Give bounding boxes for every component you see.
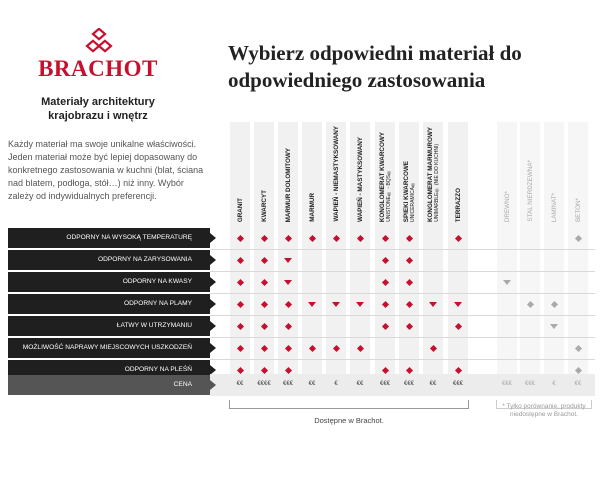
column-header-wrap bbox=[285, 148, 292, 222]
page-title-line2: odpowiedniego zastosowania bbox=[228, 68, 486, 92]
logo-icon bbox=[84, 28, 114, 54]
available-label: Dostępne w Brachot. bbox=[314, 416, 384, 425]
rating-triangle bbox=[284, 280, 292, 285]
column-header-wrap bbox=[455, 188, 462, 222]
price-value: €€ bbox=[429, 381, 437, 387]
column-header-label: KONGLOMERAT MARMUROWY bbox=[426, 126, 434, 222]
row-divider bbox=[210, 359, 595, 360]
rating-triangle bbox=[454, 302, 462, 307]
price-value: € bbox=[334, 381, 338, 387]
row-divider bbox=[210, 293, 595, 294]
row-divider bbox=[210, 337, 595, 338]
column-header-label: GRANIT bbox=[236, 197, 244, 222]
column-header-label: LAMINAT* bbox=[550, 192, 558, 222]
price-value: €€€ bbox=[282, 381, 293, 387]
column-header-wrap bbox=[504, 191, 511, 222]
column-header-wrap bbox=[427, 127, 440, 222]
rating-triangle bbox=[308, 302, 316, 307]
rating-triangle bbox=[356, 302, 364, 307]
row-label: ODPORNY NA WYSOKĄ TEMPERATURĘ bbox=[8, 228, 210, 248]
row-divider bbox=[210, 271, 595, 272]
column-header-label: SPIEKI KWARCOWE bbox=[402, 160, 410, 222]
column-header-wrap bbox=[379, 132, 392, 222]
column-header bbox=[518, 104, 542, 222]
column-header bbox=[228, 104, 252, 222]
column-header-label: MARMUR DOLOMITOWY bbox=[284, 147, 292, 222]
price-value: €€ bbox=[308, 381, 316, 387]
price-value: €€ bbox=[574, 381, 582, 387]
column-header-sublabel: UNIMARBLE® (NIE DO KUCHNI) bbox=[433, 144, 440, 222]
price-value: €€ bbox=[236, 381, 244, 387]
column-header bbox=[300, 104, 324, 222]
column-header bbox=[348, 104, 372, 222]
column-header bbox=[542, 104, 566, 222]
column-header-wrap bbox=[333, 126, 340, 222]
price-row-label: CENA bbox=[8, 375, 210, 395]
row-divider bbox=[210, 249, 595, 250]
column-header-label: KONGLOMERAT KWARCOWY bbox=[378, 131, 386, 222]
column-header-wrap bbox=[309, 193, 316, 222]
price-value: €€€ bbox=[524, 381, 535, 387]
brand-subtitle bbox=[28, 95, 168, 123]
price-value: € bbox=[552, 381, 556, 387]
column-header-wrap bbox=[237, 198, 244, 222]
rating-triangle bbox=[503, 280, 511, 285]
column-header bbox=[446, 104, 470, 222]
column-header-label: BETON* bbox=[574, 197, 582, 222]
price-value: €€€ bbox=[501, 381, 512, 387]
column-header bbox=[495, 104, 519, 222]
rating-triangle bbox=[284, 258, 292, 263]
brand-subtitle-line1: Materiały architektury bbox=[41, 96, 155, 108]
column-header bbox=[252, 104, 276, 222]
page-title bbox=[228, 40, 598, 94]
row-label: ODPORNY NA KWASY bbox=[8, 272, 210, 292]
intro-text: Każdy materiał ma swoje unikalne właściwości. Jeden materiał może być lepiej dopasowany do konkretnego zastosowania w kuchni (blat, ściana nad blatem, podłoga, stół…) niż inny. Wybór zależy od indywidualnych preferencji. bbox=[8, 139, 204, 201]
column-header-wrap bbox=[551, 193, 558, 222]
column-header-wrap bbox=[261, 190, 268, 222]
column-header-sublabel: UNICERAMICA® bbox=[409, 180, 416, 222]
price-value: €€ bbox=[356, 381, 364, 387]
column-header-sublabel: UNISTONE® - BQS® bbox=[385, 169, 392, 222]
row-label: ODPORNY NA ZARYSOWANIA bbox=[8, 250, 210, 270]
available-bracket bbox=[229, 400, 469, 409]
column-header-wrap bbox=[527, 160, 534, 222]
page-title-line1: Wybierz odpowiedni materiał do bbox=[228, 41, 522, 65]
rating-triangle bbox=[550, 324, 558, 329]
column-header-label: WAPIEŃ - NIEMASTYKSOWANY bbox=[332, 126, 340, 222]
row-divider bbox=[210, 315, 595, 316]
row-label: ODPORNY NA PLAMY bbox=[8, 294, 210, 314]
column-header bbox=[421, 104, 445, 222]
column-header-wrap bbox=[403, 161, 416, 222]
row-label: ODPORNY NA PLEŚŃ bbox=[8, 360, 210, 380]
column-header-label: MARMUR bbox=[308, 193, 316, 222]
price-value: €€€ bbox=[403, 381, 414, 387]
column-header bbox=[276, 104, 300, 222]
row-label: ŁATWY W UTRZYMANIU bbox=[8, 316, 210, 336]
row-label: MOŻLIWOŚĆ NAPRAWY MIEJSCOWYCH USZKODZEŃ bbox=[8, 338, 210, 358]
column-header bbox=[373, 104, 397, 222]
rating-triangle bbox=[332, 302, 340, 307]
column-header bbox=[324, 104, 348, 222]
column-header bbox=[397, 104, 421, 222]
column-header-label: DREWNO* bbox=[503, 190, 511, 222]
column-header-wrap bbox=[575, 198, 582, 222]
price-value: €€€€ bbox=[257, 381, 271, 387]
footnote: * Tylko porównanie, produkty niedostępne w Brachot. bbox=[502, 403, 586, 418]
brand-subtitle-line2: krajobrazu i wnętrz bbox=[48, 110, 148, 122]
rating-triangle bbox=[429, 302, 437, 307]
brand-logo-text: BRACHOT bbox=[38, 56, 158, 81]
column-header-label: KWARCYT bbox=[260, 190, 268, 222]
column-header bbox=[566, 104, 590, 222]
column-header-label: STAL NIERDZEWNA* bbox=[526, 160, 534, 222]
column-header-label: TERRAZZO bbox=[454, 187, 462, 222]
price-value: €€€ bbox=[452, 381, 463, 387]
column-header-label: WAPIEŃ - MASTYKSOWANY bbox=[356, 136, 364, 222]
column-header-wrap bbox=[357, 137, 364, 222]
price-value: €€€ bbox=[379, 381, 390, 387]
